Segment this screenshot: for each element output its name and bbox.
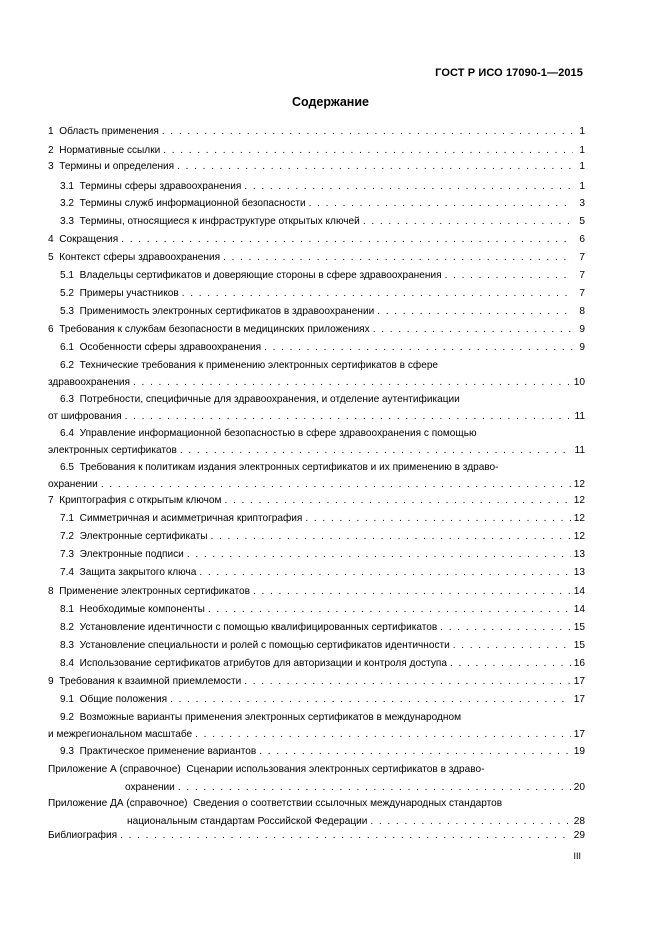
toc-entry-page: 1 xyxy=(579,161,585,172)
toc-entry[interactable] xyxy=(48,360,585,389)
toc-entry-title: Применимость электронных сертификатов в здравоохранении xyxy=(79,306,375,317)
toc-entry-title: национальным стандартам Российской Федерации xyxy=(127,816,368,827)
toc-title: Содержание xyxy=(291,95,369,109)
toc-entry-page: 1 xyxy=(579,126,585,137)
toc-entry-number: 6.4 xyxy=(60,428,75,439)
toc-entry[interactable] xyxy=(48,513,585,525)
toc-entry-page: 17 xyxy=(573,676,585,687)
toc-entry[interactable] xyxy=(48,531,585,543)
toc-entry-page: 7 xyxy=(579,288,585,299)
toc-entry-page: 29 xyxy=(573,830,585,841)
toc-leader-dots xyxy=(259,746,570,758)
toc-entry-title: Необходимые компоненты xyxy=(79,604,205,615)
toc-entry-title: охранении xyxy=(48,479,98,490)
toc-entry-title: Владельцы сертификатов и доверяющие стороны в сфере здравоохранения xyxy=(79,270,442,281)
toc-entry-number: 6.3 xyxy=(60,394,75,405)
toc-entry-page: 5 xyxy=(579,216,585,227)
toc-entry[interactable] xyxy=(48,324,585,336)
toc-entry-title: Термины и определения xyxy=(59,161,175,172)
toc-leader-dots xyxy=(178,782,571,794)
toc-entry[interactable] xyxy=(48,658,585,670)
toc-leader-dots xyxy=(224,495,570,507)
toc-entry-title: Управление информационной безопасностью в сфере здравоохранения с помощью xyxy=(79,428,477,439)
toc-entry-page: 28 xyxy=(573,816,585,827)
toc-entry-page: 14 xyxy=(573,586,585,597)
toc-entry-title: Возможные варианты применения электронных сертификатов в международном xyxy=(79,712,462,723)
toc-entry-number: 8.2 xyxy=(60,622,75,633)
toc-entry-number: 5.2 xyxy=(60,288,75,299)
toc-entry-page: 12 xyxy=(573,513,585,524)
toc-entry-title: Нормативные ссылки xyxy=(59,145,161,156)
toc-entry-title: Технические требования к применению электронных сертификатов в сфере xyxy=(79,360,439,371)
toc-leader-dots xyxy=(170,694,571,706)
toc-entry-title: Применение электронных сертификатов xyxy=(59,586,250,597)
toc-entry-title: Потребности, специфичные для здравоохранения, и отделение аутентификации xyxy=(79,394,460,405)
toc-entry-page: 19 xyxy=(573,746,585,757)
toc-entry[interactable] xyxy=(48,428,585,457)
toc-entry-title: Практическое применение вариантов xyxy=(79,746,257,757)
toc-entry-title: Электронные сертификаты xyxy=(79,531,208,542)
toc-entry[interactable] xyxy=(48,394,585,423)
toc-entry-title: Установление специальности и ролей с помощью сертификатов идентичности xyxy=(79,640,450,651)
toc-leader-dots xyxy=(370,816,570,828)
toc-entry-page: 20 xyxy=(573,782,585,793)
toc-entry-number: 4 xyxy=(48,234,54,245)
toc-entry-number: 7.1 xyxy=(60,513,75,524)
toc-entry-page: 13 xyxy=(573,567,585,578)
toc-entry-page: 9 xyxy=(579,342,585,353)
toc-leader-dots xyxy=(445,270,573,282)
toc-entry-page: 9 xyxy=(579,324,585,335)
toc-entry[interactable] xyxy=(48,549,585,561)
toc-entry[interactable] xyxy=(48,462,585,491)
toc-entry[interactable] xyxy=(48,216,585,228)
toc-entry[interactable] xyxy=(48,181,585,193)
toc-entry-number: 5 xyxy=(48,252,54,263)
toc-entry-title: электронных сертификатов xyxy=(48,445,177,456)
toc-entry-number: 9.1 xyxy=(60,694,75,705)
toc-entry-number: Приложение ДА (справочное) xyxy=(48,798,188,809)
toc-entry-page: 17 xyxy=(573,694,585,705)
toc-entry-number: 6.5 xyxy=(60,462,75,473)
toc-entry[interactable] xyxy=(48,288,585,300)
toc-leader-dots xyxy=(363,216,573,228)
toc-leader-dots xyxy=(177,161,573,173)
toc-leader-dots xyxy=(373,324,573,336)
toc-leader-dots xyxy=(210,531,570,543)
toc-leader-dots xyxy=(180,445,572,457)
toc-entry[interactable] xyxy=(48,746,585,758)
toc-entry-page: 13 xyxy=(573,549,585,560)
toc-entry-title: Использование сертификатов атрибутов для авторизации и контроля доступа xyxy=(79,658,447,669)
toc-leader-dots xyxy=(377,306,573,318)
toc-entry-page: 16 xyxy=(573,658,585,669)
toc-entry[interactable] xyxy=(48,234,585,246)
toc-entry[interactable] xyxy=(48,270,585,282)
toc-entry-number: 7.4 xyxy=(60,567,75,578)
toc-entry-title: Термины, относящиеся к инфраструктуре открытых ключей xyxy=(79,216,360,227)
toc-leader-dots xyxy=(120,830,571,842)
toc-leader-dots xyxy=(253,586,571,598)
toc-entry-number: 7 xyxy=(48,495,54,506)
toc-entry-title: Сценарии использования электронных сертификатов в здраво- xyxy=(186,764,485,775)
toc-entry-number: 6.1 xyxy=(60,342,75,353)
toc-entry-title: Особенности сферы здравоохранения xyxy=(79,342,262,353)
toc-entry[interactable] xyxy=(48,198,585,210)
toc-leader-dots xyxy=(305,513,570,525)
toc-entry-number: 1 xyxy=(48,126,54,137)
toc-entry-title: Сведения о соответствии ссылочных международных стандартов xyxy=(193,798,503,809)
toc-entry-page: 8 xyxy=(579,306,585,317)
toc-entry-page: 17 xyxy=(573,729,585,740)
toc-entry-title: Требования к службам безопасности в медицинских приложениях xyxy=(59,324,370,335)
toc-leader-dots xyxy=(195,729,571,741)
toc-entry-title: от шифрования xyxy=(48,411,122,422)
toc-leader-dots xyxy=(162,126,573,138)
toc-leader-dots xyxy=(163,145,573,157)
toc-entry[interactable] xyxy=(48,342,585,354)
toc-entry-page: 14 xyxy=(573,604,585,615)
toc-entry-title: Термины служб информационной безопасности xyxy=(79,198,306,209)
toc-leader-dots xyxy=(440,622,571,634)
toc-leader-dots xyxy=(244,181,573,193)
toc-entry-number: 8.3 xyxy=(60,640,75,651)
toc-entry[interactable] xyxy=(48,604,585,616)
toc-entry[interactable] xyxy=(48,640,585,652)
toc-leader-dots xyxy=(125,411,572,423)
toc-entry-number: 3.3 xyxy=(60,216,75,227)
toc-entry-page: 12 xyxy=(573,531,585,542)
toc-entry-title: Требования к взаимной приемлемости xyxy=(59,676,242,687)
toc-entry-title: и межрегиональном масштабе xyxy=(48,729,193,740)
toc-entry-number: 5.3 xyxy=(60,306,75,317)
toc-entry-page: 1 xyxy=(579,181,585,192)
toc-entry-page: 3 xyxy=(579,198,585,209)
toc-entry-title: здравоохранения xyxy=(48,377,131,388)
toc-entry[interactable] xyxy=(48,252,585,264)
toc-entry-title: Установление идентичности с помощью квалифицированных сертификатов xyxy=(79,622,438,633)
toc-entry-number: 6.2 xyxy=(60,360,75,371)
toc-entry[interactable] xyxy=(48,694,585,706)
toc-entry-title: Общие положения xyxy=(79,694,168,705)
page-number: III xyxy=(573,851,581,861)
toc-leader-dots xyxy=(309,198,573,210)
toc-leader-dots xyxy=(450,658,571,670)
toc-entry[interactable] xyxy=(48,126,585,138)
toc-entry-number: 9.3 xyxy=(60,746,75,757)
toc-entry-number: 8.4 xyxy=(60,658,75,669)
toc-entry-title: Требования к политикам издания электронных сертификатов и их применению в здраво- xyxy=(79,462,499,473)
toc-entry-page: 15 xyxy=(573,622,585,633)
toc-entry-title: Криптография с открытым ключом xyxy=(59,495,222,506)
toc-leader-dots xyxy=(133,377,571,389)
toc-entry[interactable] xyxy=(48,586,585,598)
document-code: ГОСТ Р ИСО 17090-1—2015 xyxy=(435,67,583,79)
toc-entry-page: 7 xyxy=(579,270,585,281)
toc-entry[interactable] xyxy=(48,622,585,634)
toc-leader-dots xyxy=(244,676,571,688)
toc-entry[interactable] xyxy=(48,764,585,794)
toc-entry-number: 8.1 xyxy=(60,604,75,615)
toc-entry-title: Примеры участников xyxy=(79,288,179,299)
toc-entry-page: 6 xyxy=(579,234,585,245)
toc-leader-dots xyxy=(187,549,571,561)
toc-entry-page: 11 xyxy=(574,411,585,422)
toc-entry[interactable] xyxy=(48,798,585,828)
toc-entry-number: 7.3 xyxy=(60,549,75,560)
toc-entry[interactable] xyxy=(48,306,585,318)
toc-entry-page: 15 xyxy=(573,640,585,651)
toc-entry-page: 12 xyxy=(573,479,585,490)
toc-entry[interactable] xyxy=(48,676,585,688)
toc-entry-title: Термины сферы здравоохранения xyxy=(79,181,242,192)
toc-entry[interactable] xyxy=(48,495,585,507)
toc-entry-title: Контекст сферы здравоохранения xyxy=(59,252,221,263)
toc-entry-title: охранении xyxy=(125,782,175,793)
toc-entry-number: 7.2 xyxy=(60,531,75,542)
toc-entry-page: 12 xyxy=(573,495,585,506)
toc-leader-dots xyxy=(264,342,573,354)
toc-entry-title: Защита закрытого ключа xyxy=(79,567,197,578)
toc-leader-dots xyxy=(121,234,573,246)
toc-entry-number: Приложение А (справочное) xyxy=(48,764,181,775)
toc-leader-dots xyxy=(182,288,573,300)
toc-entry[interactable] xyxy=(48,161,585,173)
toc-entry-number: 5.1 xyxy=(60,270,75,281)
toc-entry-page: 11 xyxy=(574,445,585,456)
toc-entry[interactable] xyxy=(48,830,585,842)
toc-entry-title: Симметричная и асимметричная криптография xyxy=(79,513,303,524)
toc-entry-number: 2 xyxy=(48,145,54,156)
toc-entry-title: Электронные подписи xyxy=(79,549,184,560)
toc-entry-number: 9.2 xyxy=(60,712,75,723)
toc-entry[interactable] xyxy=(48,145,585,157)
toc-entry-title: Сокращения xyxy=(59,234,119,245)
toc-entry-number: 9 xyxy=(48,676,54,687)
toc-leader-dots xyxy=(453,640,571,652)
toc-entry-number: 3 xyxy=(48,161,54,172)
toc-entry[interactable] xyxy=(48,712,585,741)
toc-entry[interactable] xyxy=(48,567,585,579)
toc-leader-dots xyxy=(208,604,571,616)
toc-entry-page: 7 xyxy=(579,252,585,263)
toc-entry-page: 10 xyxy=(573,377,585,388)
toc-leader-dots xyxy=(101,479,571,491)
toc-entry-number: 8 xyxy=(48,586,54,597)
toc-entry-page: 1 xyxy=(579,145,585,156)
toc-entry-title: Область применения xyxy=(59,126,159,137)
toc-leader-dots xyxy=(223,252,573,264)
toc-entry-number: 3.2 xyxy=(60,198,75,209)
toc-entry-number: 3.1 xyxy=(60,181,75,192)
toc-leader-dots xyxy=(199,567,570,579)
toc-entry-number: 6 xyxy=(48,324,54,335)
toc-entry-title: Библиография xyxy=(48,830,118,841)
